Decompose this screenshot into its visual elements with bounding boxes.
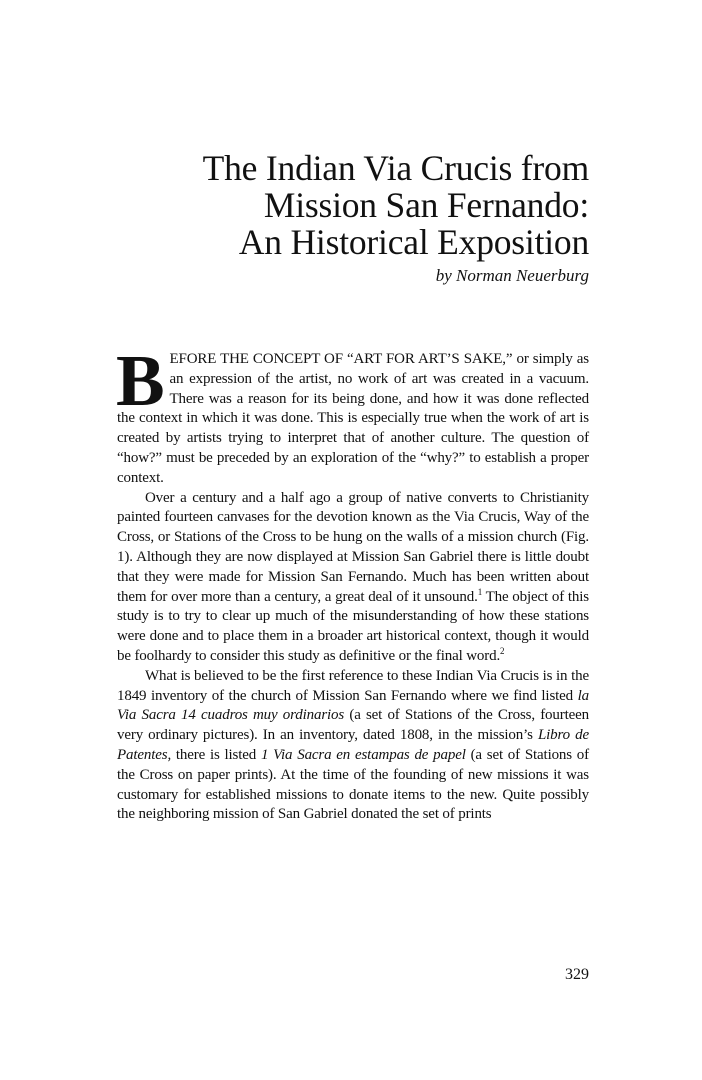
paragraph-2: [117, 489, 589, 667]
paragraph-3-text-1: What is believed to be the first reference to these Indian Via Crucis is in the 1849 inventory of the church of Mission San Fernando where we find listed: [117, 667, 589, 704]
paragraph-1-text: simply as an expression of the artist, no work of art was created in a vacuum. There was a reason for its being done, and how it was done reflected the context in which it was done. This is especially true when the work of art is created by artists trying to interpret that of another culture. The question of “how?” must be preceded by an exploration of the “why?” to establish a proper context.: [117, 351, 589, 486]
article-title: [169, 150, 589, 261]
footnote-ref-1[interactable]: 1: [477, 586, 483, 597]
byline: by Norman Neuerburg: [435, 266, 589, 285]
paragraph-3-text-4: (a set of Stations of the Cross on paper prints). At the time of the founding of new missions it was customary for established missions to donate items to the new. Quite possibly the neighboring mission of San Gabriel donated the set of prints: [117, 746, 589, 823]
paragraph-3: [117, 667, 589, 825]
paragraph-3-italic-3: 1 Via Sacra en estampas de papel: [260, 746, 466, 763]
paragraph-1: [116, 340, 589, 489]
title-line-3: An Historical Exposition: [238, 222, 589, 262]
paragraph-3-italic-2: Libro de Patentes,: [117, 727, 589, 763]
article-body: [116, 340, 589, 825]
lead-in: EFORE THE CONCEPT OF “ART FOR ART’S SAKE,” or: [169, 351, 529, 367]
paragraph-3-text-2: (a set of Stations of the Cross, fourteen very ordinary pictures). In an inventory, dated 1808, in the mission’s: [117, 707, 589, 744]
paragraph-3-text-3: there is listed: [171, 746, 261, 763]
page-number: 329: [565, 966, 589, 983]
footnote-ref-2[interactable]: 2: [500, 645, 505, 656]
title-line-2: Mission San Fernando:: [263, 185, 589, 225]
paragraph-3-italic-1: la Via Sacra 14 cuadros muy ordinarios: [117, 687, 589, 724]
title-line-1: The Indian Via Crucis from: [202, 148, 589, 188]
drop-cap: B: [116, 340, 165, 421]
paragraph-2-text-b: The object of this study is to try to clear up much of the misunderstanding of how these stations were done and to place them in a broader art historical context, though it would be foolhardy to consider this study as definitive or the final word.: [117, 588, 589, 664]
paragraph-2-text-a: Over a century and a half ago a group of native converts to Christianity painted fourteen canvases for the devotion known as the Via Crucis, Way of the Cross, or Stations of the Cross to be hung on the walls of a mission church (Fig. 1). Although they are now displayed at Mission San Gabriel there is little doubt that they were made for Mission San Fernando. Much has been written about them for over more than a century, a great deal of it unsound.: [117, 489, 589, 605]
